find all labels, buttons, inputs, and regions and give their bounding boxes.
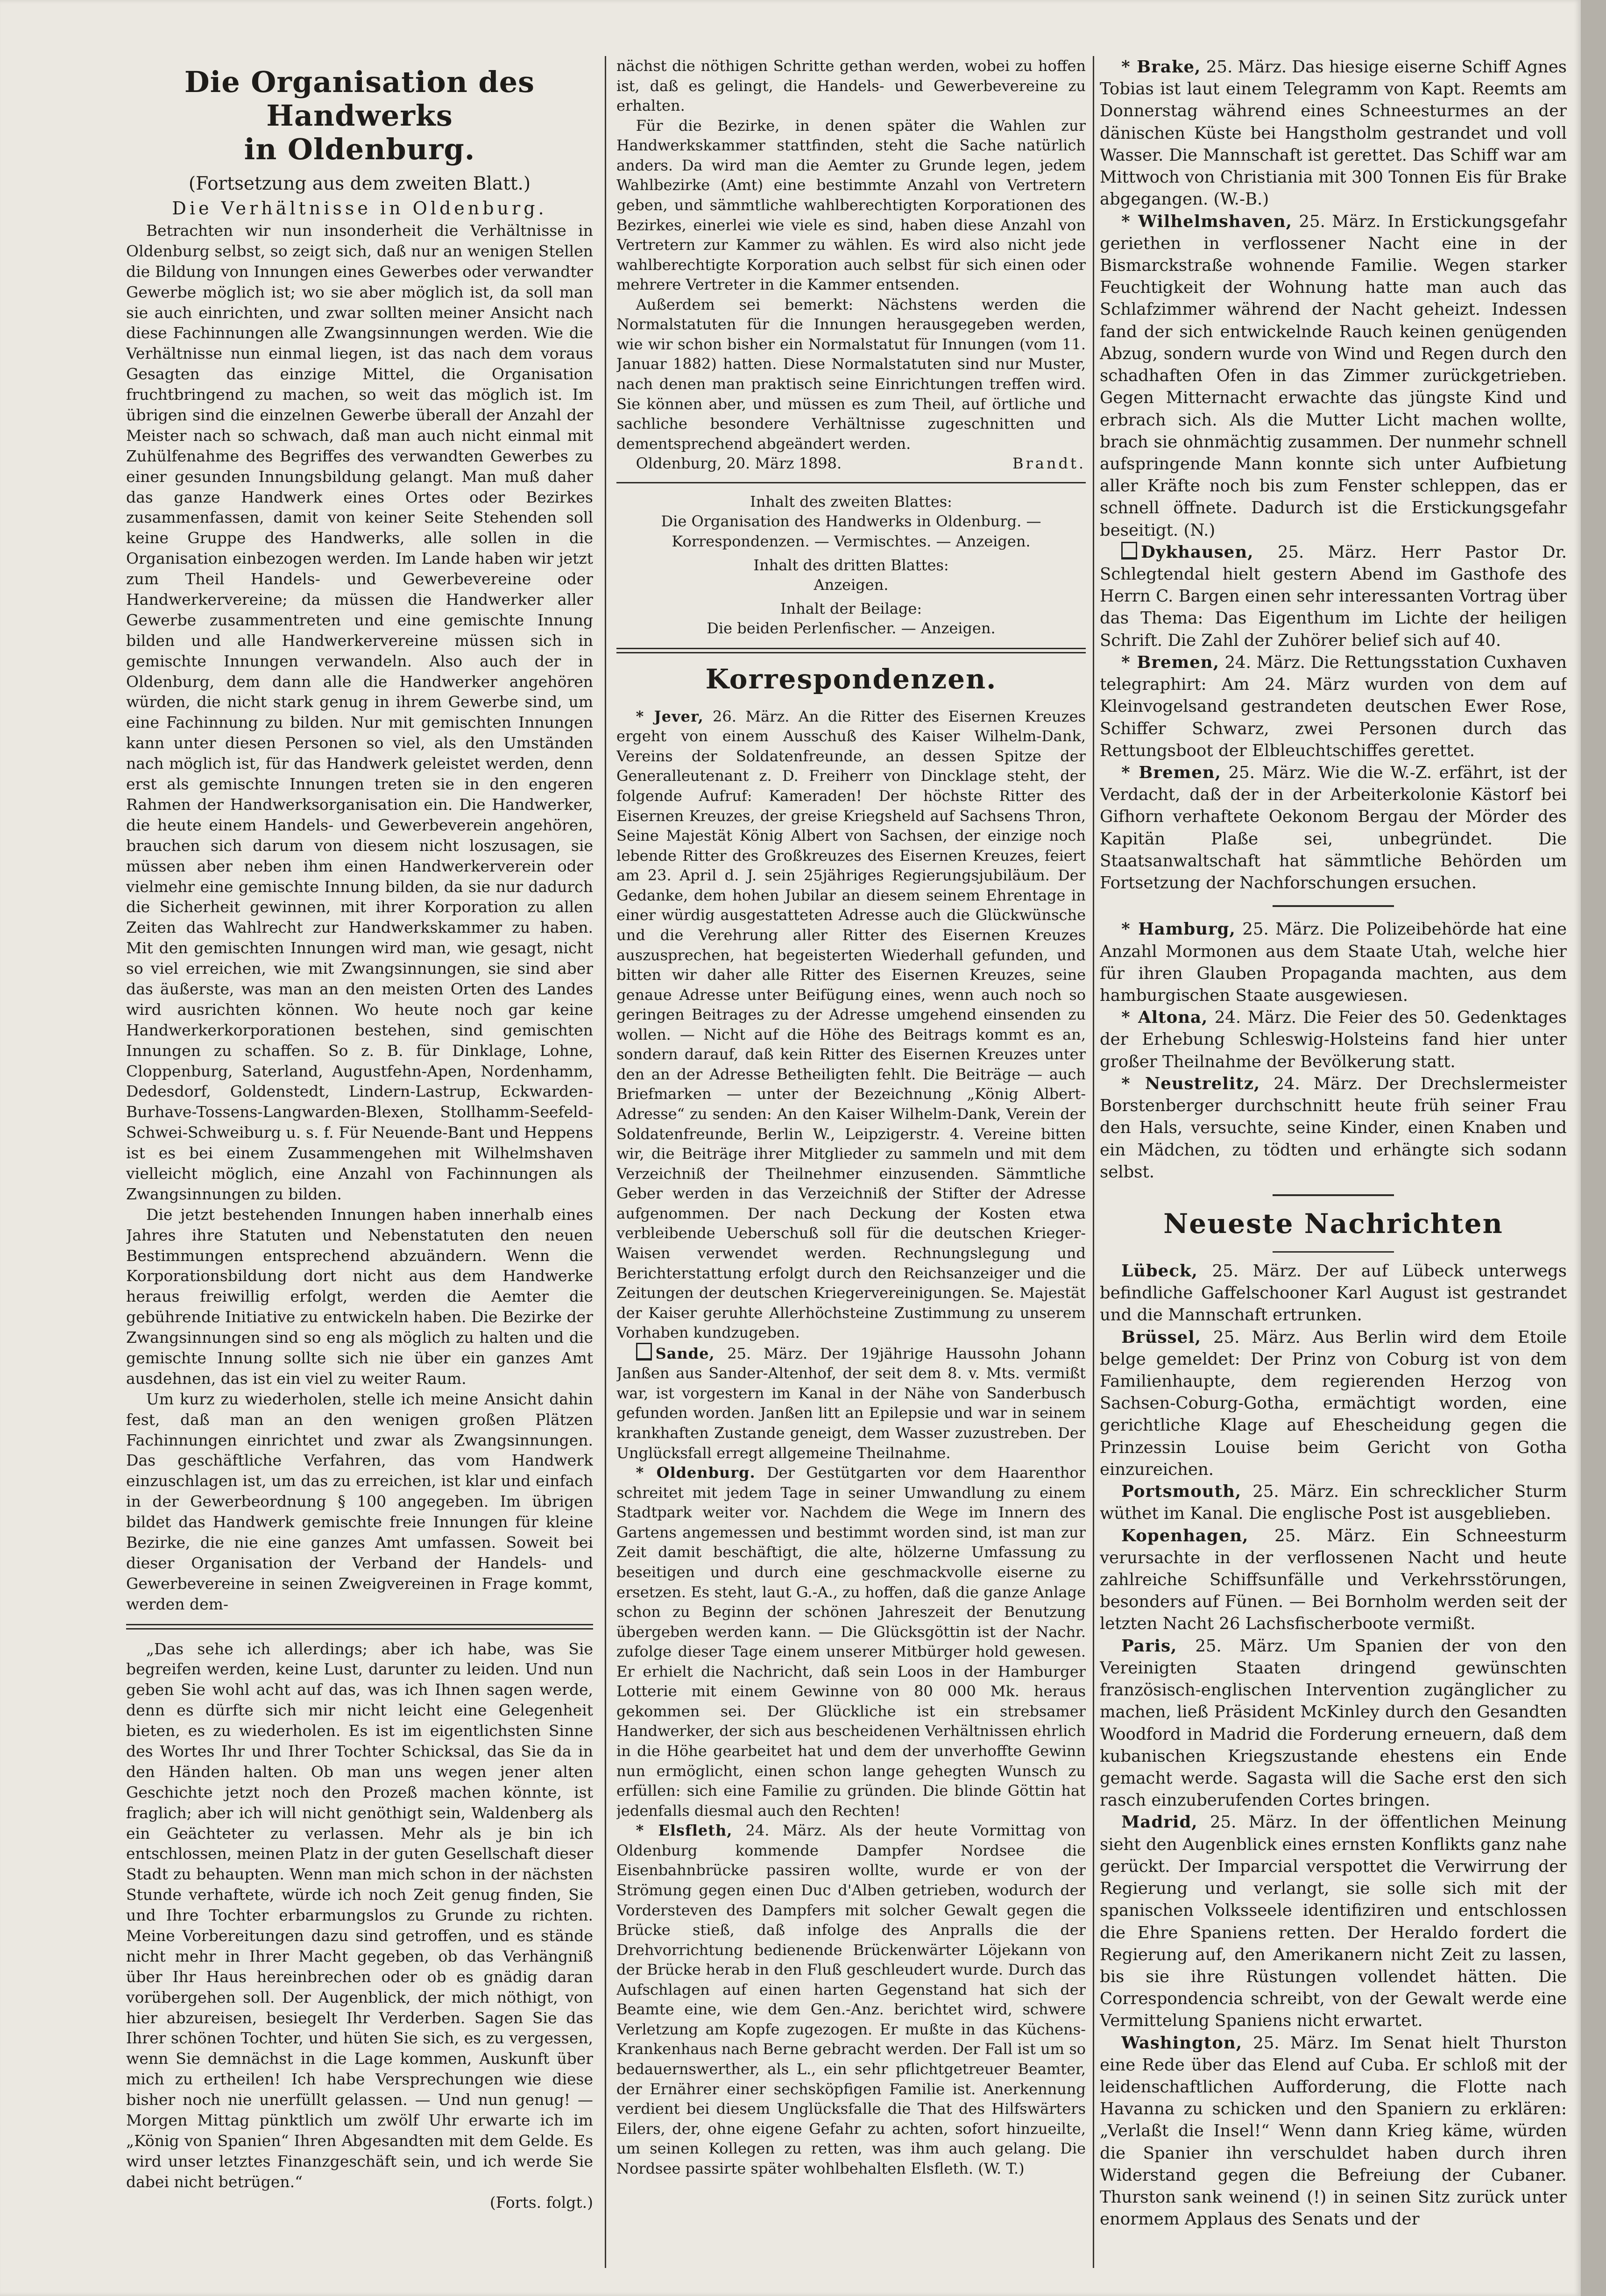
news-place: Washington, <box>1121 2033 1243 2053</box>
news-item <box>616 1343 1086 1463</box>
news-place: * Brake, <box>1121 57 1201 77</box>
title-line-2: in Oldenburg. <box>244 132 475 166</box>
news-text: 25. März. Der 19jährige Haussohn Johann Janßen aus Sander-Altenhof, der seit dem 8. v. Mts. vermißt war, ist vorgestern im Kanal in der Nähe von Sanderbusch gefunden worden. Janßen litt an Epilepsie und war in seinem krankhaften Zustande geneigt, dem Wasser zuzustreben. Der Unglücksfall erregt allgemeine Theilnahme. <box>616 1344 1086 1462</box>
column-2 <box>616 56 1086 2268</box>
news-place: Kopenhagen, <box>1121 1526 1249 1545</box>
news-text: 25. März. Die Polizeibehörde hat eine Anzahl Mormonen aus dem Staate Utah, welche hier für ihren Glauben Propaganda machten, aus dem hamburgischen Staate ausgewiesen. <box>1100 920 1567 1005</box>
dateline: Oldenburg, 20. März 1898. <box>636 454 842 473</box>
contents-third-body: Anzeigen. <box>814 576 889 594</box>
divider <box>616 648 1086 653</box>
column-3 <box>1100 56 1567 2268</box>
contents-second-head: Inhalt des zweiten Blattes: <box>750 492 952 510</box>
news-text: 25. März. Aus Berlin wird dem Etoile belge gemeldet: Der Prinz von Coburg ist von dem Familienhaupte, dem regierenden Herzog von Sachsen-Coburg-Gotha, ermächtigt worden, eine gerichtliche Klage auf Ehescheidung gegen die Prinzessin Louise beim Gericht von Gotha einzureichen. <box>1100 1327 1567 1479</box>
news-item <box>1100 652 1567 762</box>
continuation-note: (Fortsetzung aus dem zweiten Blatt.) <box>188 173 531 194</box>
news-place: * Wilhelmshaven, <box>1121 212 1292 231</box>
news-item <box>1100 56 1567 211</box>
column-1 <box>126 56 593 2268</box>
news-item <box>616 1463 1086 1821</box>
news-item <box>1100 1006 1567 1073</box>
news-text: 25. März. Um Spanien der von den Vereinigten Staaten dringend gewünschten französisch-englischen Intervention zugänglicher zu machen, ließ Präsident McKinley durch den Gesandten Woodford in Madrid die Forderung erneuern, daß dem kubanischen Kriegszustande ehestens ein Ende gemacht werde. Sagasta will die Sache erst den sich rasch einzuberufenden Cortes bringen. <box>1100 1636 1567 1810</box>
article-paragraph: Für die Bezirke, in denen später die Wahlen zur Handwerkskammer stattfinden, steht die Sache natürlich anders. Da wird man die Aemter zu Grunde legen, jedem Wahlbezirke (Amt) eine bestimmte Anzahl von Vertretern geben, und sämmtliche wahlberechtigten Korporationen des Bezirkes, einerlei wie viele es sind, haben diese Anzahl von Vertretern zur Kammer zu wählen. Es wird also nicht jede wahlberechtigte Korporation auch selbst für sich einen oder mehrere Vertreter in die Kammer entsenden. <box>616 116 1086 294</box>
column-rule <box>605 56 606 2268</box>
continued-note: (Forts. folgt.) <box>489 2193 593 2211</box>
news-item <box>1100 1635 1567 1812</box>
news-text: 25. März. Im Senat hielt Thurston eine Rede über das Elend auf Cuba. Er schloß mit der leidenschaftlichen Aufforderung, die Flotte nach Havanna zu schicken und den Spaniern zu erklären: „Verlaßt die Insel!“ Wenn dann Krieg käme, würden die Spanier ihn verschuldet haben durch ihren Widerstand gegen die Befreiung der Cubaner. Thurston sank weinend (!) in seinen Sitz zurück unter enormem Applaus des Senats und der <box>1100 2033 1567 2229</box>
news-item <box>1100 1260 1567 1326</box>
news-text: 24. März. Die Feier des 50. Gedenktages der Erhebung Schleswig-Holsteins fand hier unter großer Theilnahme der Bevölkerung statt. <box>1100 1008 1567 1071</box>
news-item <box>1100 2032 1567 2231</box>
news-text: 25. März. Ein Schneesturm verursachte in der verflossenen Nacht und heute zahlreiche Schiffsunfälle und Verkehrsstörungen, besonders auf Fünen. — Bei Bornholm werden seit der letzten Nacht 26 Lachsfischerboote vermißt. <box>1100 1526 1567 1634</box>
news-text: 25. März. Der auf Lübeck unterwegs befindliche Gaffelschooner Karl August ist gestrandet und die Mannschaft ertrunken. <box>1100 1261 1567 1325</box>
news-text: 24. März. Die Rettungsstation Cuxhaven telegraphirt: Am 24. März wurden von dem auf Kleinvogelsand gestrandeten deutschen Ewer Rose, Schiffer Schwarz, zwei Personen durch das Rettungsboot der Elbleuchtschiffes gerettet. <box>1100 652 1567 760</box>
title-line-1: Die Organisation des Handwerks <box>184 65 535 133</box>
news-text: 25. März. In Erstickungsgefahr geriethen in verflossener Nacht eine in der Bismarckstraße wohnende Familie. Wegen starker Feuchtigkeit der Wohnung hatte man auch das Schlafzimmer während der Nacht geheizt. Indessen fand der sich entwickelnde Rauch keinen genügenden Abzug, sondern wurde von Wind und Regen durch den schadhaften Ofen in das Zimmer zurückgetrieben. Gegen Mitternacht erwachte das jüngste Kind und erbrach sich. Als die Mutter Licht machen wollte, brach sie ohnmächtig zusammen. Der nunmehr schnell aufspringende Mann konnte sich unter Aufbietung aller Kräfte noch bis zum Fenster schleppen, das er schnell öffnete. Dadurch ist die Erstickungsgefahr beseitigt. (N.) <box>1100 212 1567 540</box>
news-place: Portsmouth, <box>1121 1482 1242 1502</box>
news-place: Madrid, <box>1121 1813 1198 1832</box>
news-item <box>1100 762 1567 894</box>
news-text: 25. März. Das hiesige eiserne Schiff Agnes Tobias ist laut einem Telegramm von Kapt. Reemts am Donnerstag während eines Schneesturmes an der dänischen Küste bei Hangstholm gestrandet und voll Wasser. Die Mannschaft ist gerettet. Das Schiff war am Mittwoch von Christiania mit 300 Tonnen Eis für Brake abgegangen. (W.-B.) <box>1100 57 1567 209</box>
correspondence-heading: Korrespondenzen. <box>705 663 997 695</box>
contents-third-head: Inhalt des dritten Blattes: <box>753 556 949 574</box>
news-place: * Jever, <box>636 707 704 725</box>
article-paragraph: Die jetzt bestehenden Innungen haben innerhalb eines Jahres ihre Statuten und Nebenstatuten den neuen Bestimmungen entsprechend abzuändern. Wenn die Korporationsbildung dort nicht aus dem Handwerke heraus freiwillig erfolgt, werden die Aemter die gebührende Initiative zu entwickeln haben. Die Bezirke der Zwangsinnungen sind so eng als möglich zu halten und die gemischte Innung sollte sich nie über ein ganzes Amt ausdehnen, das ist ein viel zu weiter Raum. <box>126 1205 593 1388</box>
news-text: 25. März. In der öffentlichen Meinung sieht den Augenblick eines ernsten Konflikts ganz nahe gerückt. Der Imparcial verspottet die Verwirrung der Regierung und verlangt, sie solle sich mit der spanischen Volksseele identifiziren und entschlossen die Ehre Spaniens retten. Der Heraldo fordert die Regierung auf, den Amerikanern nicht Zeit zu lassen, bis sie ihre Rüstungen vollendet hätten. Die Correspondencia schreibt, von der Gewalt werde eine Vermittelung Spaniens nicht erwartet. <box>1100 1813 1567 2031</box>
contents-second-body: Die Organisation des Handwerks in Oldenburg. — Korrespondenzen. — Vermischtes. — Anzeigen. <box>661 512 1041 550</box>
news-item <box>1100 1073 1567 1183</box>
article-paragraph: Um kurz zu wiederholen, stelle ich meine Ansicht dahin fest, daß man an den wenigen großen Plätzen Fachinnungen einrichtet und zwar als Zwangsinnungen. Das geschäftliche Verfahren, das vom Handwerk einzuschlagen ist, um das zu erreichen, ist klar und einfach in der Gewerbeordnung § 100 angegeben. Im übrigen bildet das Handwerk gemischte freie Innungen für kleine Bezirke, die nie eine ganzes Amt umfassen. Soweit bei dieser Organisation der Verband der Handels- und Gewerbevereine in seinen Zweigvereinen in Frage kommt, werden dem- <box>126 1389 593 1613</box>
news-item <box>1100 1811 1567 2032</box>
church-icon <box>1121 542 1137 560</box>
latest-news-heading: Neueste Nachrichten <box>1163 1207 1503 1240</box>
news-text: 26. März. An die Ritter des Eisernen Kreuzes ergeht von einem Ausschuß des Kaiser Wilhelm-Dank, Vereins der Soldatenfreunde, an dessen Spitze der Generalleutenant z. D. Freiherr von Dincklage steht, der folgende Aufruf: Kameraden! Der höchste Ritter des Eisernen Kreuzes, der greise Kriegsheld auf Sachsens Thron, Seine Majestät König Albert von Sachsen, der einzige noch lebende Ritter des Großkreuzes des Eisernen Kreuzes, feiert am 23. April d. J. sein 25jähriges Regierungsjubiläum. Der Gedanke, dem hohen Jubilar an diesem seinem Ehrentage in einer würdig ausgestatteten Adresse auch die Glückwünsche und die Verehrung aller Ritter des Eisernen Kreuzes auszusprechen, hat begeisterten Wiederhall gefunden, und bitten wir daher alle Ritter des Eisernen Kreuzes, seine genaue Adresse unter Beifügung eines, wenn auch noch so geringen Beitrages zu der Adresse umgehend einsenden zu wollen. — Nicht auf die Höhe des Beitrags kommt es an, sondern darauf, daß kein Ritter des Eisernen Kreuzes unter den an der Adresse Betheiligten fehlt. Die Beiträge — auch Briefmarken — unter der Bezeichnung „König Albert-Adresse“ zu senden: An den Kaiser Wilhelm-Dank, Verein der Soldatenfreunde, Berlin W., Leipzigerstr. 4. Vereine bitten wir, die Beiträge ihrer Mitglieder zu sammeln und mit dem Verzeichniß der Theilnehmer einzusenden. Sämmtliche Geber werden in das Verzeichniß der Stifter der Adresse aufgenommen. Der nach Deckung der Kosten etwa verbleibende Ueberschuß soll für die deutschen Krieger-Waisen verwendet werden. Rechnungslegung und Berichterstattung erfolgt durch den Reichsanzeiger und die Zeitungen der deutschen Kriegervereinigungen. Se. Majestät der Kaiser geruhte Allerhöchsteine Zustimmung zu unserem Vorhaben kundzugeben. <box>616 707 1086 1342</box>
news-place: Paris, <box>1121 1636 1177 1656</box>
news-item <box>1100 1481 1567 1524</box>
article-paragraph: Außerdem sei bemerkt: Nächstens werden die Normalstatuten für die Innungen herausgegeben werden, wie wir schon bisher ein Normalstatut für Innungen (vom 11. Januar 1882) hatten. Diese Normalstatuten sind nur Muster, nach denen man praktisch seine Einrichtungen treffen wird. Sie können aber, und müssen es zum Theil, auf örtliche und sachliche besondere Verhältnisse zugeschnitten und dementsprechend abgeändert werden. <box>616 295 1086 453</box>
article-title <box>126 65 593 166</box>
church-icon <box>636 1343 652 1361</box>
news-item <box>616 707 1086 1343</box>
news-text: 24. März. Als der heute Vormittag von Oldenburg kommende Dampfer Nordsee die Eisenbahnbrücke passiren wollte, wurde er von der Strömung gegen einen Duc d'Alben getrieben, wodurch der Vordersteven des Dampfers mit solcher Gewalt gegen die Brücke stieß, daß infolge des Anpralls die der Drehvorrichtung bedienende Brückenwärter Löjekann von der Brücke herab in den Fluß geschleudert wurde. Durch das Aufschlagen auf einen harten Gegenstand hat sich der Beamte eine, wie dem Gen.-Anz. berichtet wird, schwere Verletzung am Kopfe zugezogen. Er mußte in das Küchens-Krankenhaus nach Berne gebracht werden. Der Fall ist um so bedauernswerther, als L., ein sehr pflichtgetreuer Beamter, der Ernährer einer sechsköpfigen Familie ist. Anerkennung verdient bei diesem Unglücksfalle die That des Hilfswärters Eilers, der, ohne eigene Gefahr zu achten, sofort hinzueilte, um seinen Kollegen zu retten, was ihm auch gelang. Die Nordsee passirte später wohlbehalten Elsfleth. (W. T.) <box>616 1821 1086 2177</box>
article-subhead: Die Verhältnisse in Oldenburg. <box>172 198 547 219</box>
contents-box <box>616 492 1086 638</box>
contents-supplement-head: Inhalt der Beilage: <box>780 599 922 617</box>
news-place: * Oldenburg. <box>636 1464 756 1482</box>
column-rule <box>1093 56 1094 2268</box>
page-edge <box>1581 0 1606 2296</box>
article-paragraph: Betrachten wir nun insonderheit die Verhältnisse in Oldenburg selbst, so zeigt sich, daß nur an wenigen Stellen die Bildung von Innungen eines Gewerbes oder verwandter Gewerbe möglich ist; wo sie aber möglich ist, da soll man sie auch einrichten, und zwar sollten meiner Ansicht nach diese Fachinnungen alle Zwangsinnungen werden. Wie die Verhältnisse nun einmal liegen, ist das nach dem voraus Gesagten das einzige Mittel, die Organisation fruchtbringend zu machen, so weit das möglich ist. Im übrigen sind die einzelnen Gewerbe überall der Anzahl der Meister nach so schwach, daß man auch nicht einmal mit Zuhülfenahme des Begriffes des verwandten Gewerbes zu einer gesunden Innungsbildung gelangt. Man muß daher das ganze Handwerk eines Ortes oder Bezirkes zusammenfassen, damit von keiner Seite Stehenden soll keine Gruppe des Handwerks, alle sollen in die Organisation einbezogen werden. Im Lande haben wir jetzt zum Theil Handels- und Gewerbevereine oder Handwerkervereine; da müssen die Handwerker aller Gewerbe zusammentreten und eine gemischte Innung bilden und alle Handwerkervereine müssen sich in gemischte Innungen verwandeln. Also auch der in Oldenburg, dem dann alle die Handwerker angehören würden, die nicht stark genug in ihrem Gewerbe sind, um eine Fachinnung zu bilden. Nur mit gemischten Innungen kann unter diesen Personen so viel, als den Umständen nach möglich ist, für das Handwerk geleistet werden, denn erst als gemischte Innungen treten sie in den engeren Rahmen der Handwerksorganisation ein. Die Handwerker, die heute einem Handels- und Gewerbeverein angehören, brauchen sich darum von diesem nicht loszusagen, sie müssen aber neben ihm einen Handwerkerverein oder vielmehr eine gemischte Innung bilden, da sie nur dadurch die Sicherheit gewinnen, mit ihrer Korporation zu allen Zeiten das Wahlrecht zur Handwerkskammer zu haben. Mit den gemischten Innungen wird man, wie gesagt, nicht so viel erreichen, wie mit Zwangsinnungen, sie sind aber das äußerste, was man an den meisten Orten des Landes wird ausrichten können. Wo heute noch gar keine Handwerkerkorporationen bestehen, sind gemischten Innungen zu schaffen. So z. B. für Dinklage, Lohne, Cloppenburg, Saterland, Augustfehn-Apen, Nordenhamm, Dedesdorf, Goldenstedt, Lindern-Lastrup, Eckwarden-Burhave-Tossens-Langwarden-Blexen, Stollhamm-Seefeld-Schwei-Schweiburg u. s. f. Für Neuende-Bant und Heppens ist es bei einem Zusammengehen mit Wilhelmshaven vielleicht möglich, eine Anzahl von Fachinnungen als Zwangsinnungen zu bilden. <box>126 221 593 1203</box>
news-place: Lübeck, <box>1121 1261 1198 1281</box>
feuilleton-divider <box>126 1624 593 1630</box>
news-item <box>616 1821 1086 2178</box>
feuilleton-paragraph: „Das sehe ich allerdings; aber ich habe, was Sie begreifen werden, keine Lust, darunter zu leiden. Und nun geben Sie wohl acht auf das, was ich Ihnen sagen werde, denn es dürfte sich mir nicht leicht eine Gelegenheit bieten, es zu wiederholen. Es ist im eigentlichsten Sinne des Wortes Ihr und Ihrer Tochter Schicksal, das Sie da in den Händen halten. Ob man uns wegen jener alten Geschichte jetzt noch den Prozeß machen könnte, ist fraglich; aber ich will nicht genöthigt sein, Waldenberg als ein Geächteter zu verlassen. Mehr als je bin ich entschlossen, meinen Platz in der guten Gesellschaft dieser Stadt zu behaupten. Wenn man mich schon in der nächsten Stunde verhaftete, würde ich noch Zeit genug finden, Sie und Ihre Tochter erbarmungslos zu Grunde zu richten. Meine Vorbereitungen dazu sind getroffen, und es stände nicht mehr in Ihrer Macht gegeben, ob das Verhängniß über Ihr Haus hereinbrechen oder ob es gnädig daran vorübergehen soll. Der Augenblick, der mich nöthigt, von hier abzureisen, besiegelt Ihr Verderben. Sagen Sie das Ihrer schönen Tochter, und hüten Sie sich, es zu vergessen, wenn Sie demnächst in die Lage kommen, Auskunft über mich zu ertheilen! Ich habe Versprechungen wie diese bisher noch nie unerfüllt gelassen. — Und nun genug! — Morgen Mittag pünktlich um zwölf Uhr erwarte ich im „König von Spanien“ Ihren Abgesandten mit dem Gelde. Es wird unser letztes Finanzgeschäft sein, und ich werde Sie dabei nicht betrügen.“ <box>126 1639 593 2191</box>
news-item <box>1100 1525 1567 1635</box>
contents-supplement-body: Die beiden Perlenfischer. — Anzeigen. <box>707 619 996 638</box>
news-place: * Hamburg, <box>1121 920 1236 939</box>
news-text: Der Gestütgarten vor dem Haarenthor schreitet mit jedem Tage in seiner Umwandlung zu einem Stadtpark weiter vor. Nachdem die Wege im Innern des Gartens angemessen und bestimmt worden sind, ist man zur Zeit damit beschäftigt, die alte, hölzerne Umfassung zu beseitigen und durch eine geschmackvolle eiserne zu ersetzen. Es steht, laut G.-A., zu hoffen, daß die ganze Anlage schon zu Beginn der schönen Jahreszeit der Benutzung übergeben werden kann. — Die Glücksgöttin ist der Nachr. zufolge dieser Tage einem unserer Mitbürger hold gewesen. Er erhielt die Nachricht, daß sein Loos in der Hamburger Lotterie mit einem Gewinne von 80 000 Mk. heraus gekommen sei. Der Glückliche ist ein strebsamer Handwerker, der sich aus bescheidenen Verhältnissen ehrlich in die Höhe gearbeitet hat und dem der unverhoffte Gewinn nun ermöglicht, einen schon lange gehegten Wunsch zu erfüllen: sich eine Familie zu gründen. Die blinde Göttin hat jedenfalls diesmal auch den Rechten! <box>616 1464 1086 1820</box>
news-place: Brüssel, <box>1121 1327 1202 1347</box>
dateline-row <box>616 454 1086 474</box>
news-text: 25. März. Ein schrecklicher Sturm wüthet im Kanal. Die englische Post ist ausgeblieben. <box>1100 1482 1567 1524</box>
news-item <box>1100 1326 1567 1481</box>
news-place: * Elsfleth, <box>636 1821 733 1840</box>
author: Brandt. <box>1012 454 1086 473</box>
news-text: 25. März. Herr Pastor Dr. Schlegtendal hielt gestern Abend im Gasthofe des Herrn C. Bargen einen sehr interessanten Vortrag über das Thema: Das Eigenthum im Lichte der heiligen Schrift. Die Zahl der Zuhörer belief sich auf 40. <box>1100 542 1567 650</box>
news-place: * Bremen, <box>1121 763 1221 782</box>
news-text: 25. März. Wie die W.-Z. erfährt, ist der Verdacht, daß der in der Arbeiterkolonie Kästorf bei Gifhorn verhaftete Oekonom Bergau der Mörder des Kapitän Plaße sei, unbegründet. Die Staatsanwaltschaft hat sämmtliche Behörden um Fortsetzung der Nachforschungen ersuchen. <box>1100 763 1567 893</box>
divider <box>616 482 1086 483</box>
article-paragraph: nächst die nöthigen Schritte gethan werden, wobei zu hoffen ist, daß es gelingt, die Handels- und Gewerbevereine zu erhalten. <box>616 57 1086 115</box>
news-place: * Bremen, <box>1121 652 1219 672</box>
news-item <box>1100 211 1567 541</box>
news-text: 24. März. Der Drechslermeister Borstenberger durchschnitt heute früh seiner Frau den Hals, versuchte, seine Kinder, einen Knaben und ein Mädchen, zu tödten und erhängte sich sodann selbst. <box>1100 1074 1567 1182</box>
divider <box>1273 905 1394 907</box>
news-place: * Altona, <box>1121 1008 1208 1028</box>
news-place: Dykhausen, <box>1141 542 1254 562</box>
news-item <box>1100 918 1567 1006</box>
divider <box>1273 1194 1394 1196</box>
news-place: * Neustrelitz, <box>1121 1074 1260 1093</box>
news-item <box>1100 541 1567 652</box>
news-place: Sande, <box>655 1344 715 1362</box>
divider <box>1273 1251 1394 1253</box>
